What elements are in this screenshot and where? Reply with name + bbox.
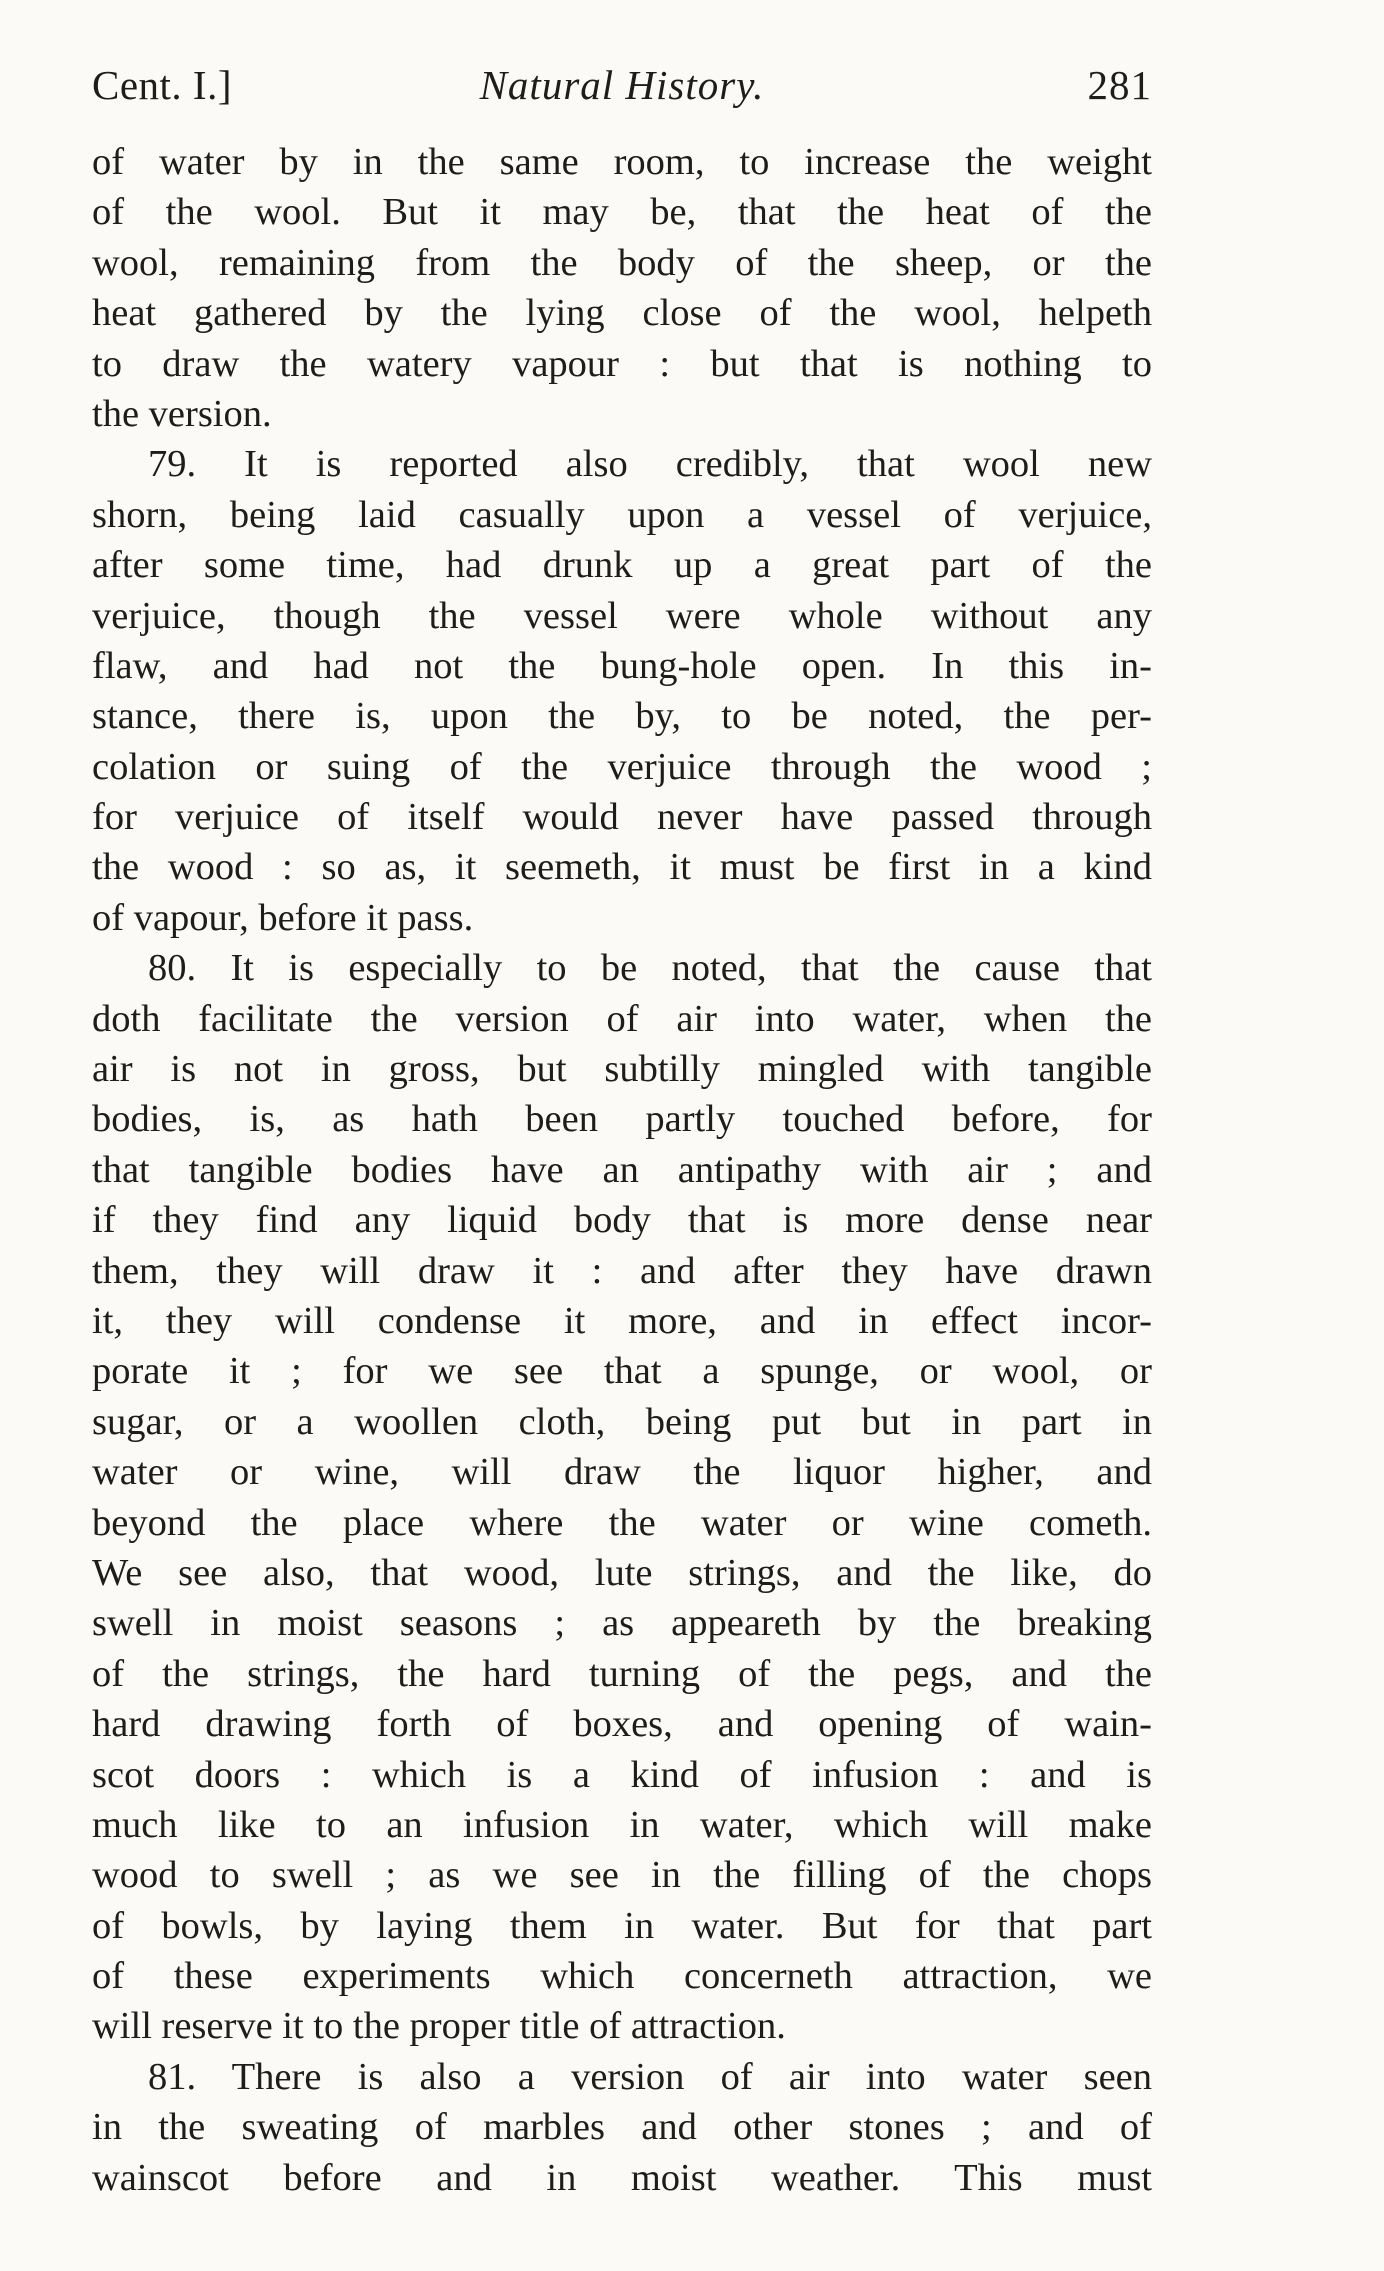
paragraph-continuation (92, 137, 1152, 439)
text-line: porate it ; for we see that a spunge, or wool, or (92, 1350, 1152, 1393)
text-line: them, they will draw it : and after they have drawn (92, 1249, 1152, 1292)
text-line: for verjuice of itself would never have passed through (92, 796, 1152, 839)
text-line: verjuice, though the vessel were whole without any (92, 594, 1152, 637)
text-line: it, they will condense it more, and in effect incor- (92, 1299, 1152, 1342)
text-line: hard drawing forth of boxes, and opening of wain- (92, 1703, 1152, 1746)
text-line: bodies, is, as hath been partly touched before, for (92, 1098, 1152, 1141)
text-line: much like to an infusion in water, which will make (92, 1803, 1152, 1846)
text-line: of water by in the same room, to increase the weight (92, 141, 1152, 183)
text-line: of these experiments which concerneth attraction, we (92, 1955, 1152, 1998)
running-head (92, 60, 1152, 110)
paragraph-79 (92, 439, 1152, 943)
text-line: to draw the watery vapour : but that is nothing to (92, 342, 1152, 385)
paragraph-80 (92, 943, 1152, 2052)
text-line: of bowls, by laying them in water. But for that part (92, 1904, 1152, 1947)
text-line: will reserve it to the proper title of attraction. (92, 2005, 786, 2048)
text-line: heat gathered by the lying close of the wool, helpeth (92, 292, 1152, 335)
text-line: water or wine, will draw the liquor higher, and (92, 1451, 1152, 1494)
text-line: of the strings, the hard turning of the pegs, and the (92, 1652, 1152, 1695)
book-title: Natural History. (479, 62, 765, 108)
text-line: of the wool. But it may be, that the heat of the (92, 191, 1152, 234)
paragraph-81 (92, 2052, 1152, 2203)
text-line: stance, there is, upon the by, to be noted, the per- (92, 695, 1152, 738)
text-line: 79. It is reported also credibly, that wool new (148, 443, 1152, 486)
text-line: after some time, had drunk up a great part of the (92, 544, 1152, 587)
text-line: flaw, and had not the bung-hole open. In this in- (92, 644, 1152, 687)
text-line: the wood : so as, it seemeth, it must be first in a kind (92, 846, 1152, 889)
text-line: that tangible bodies have an antipathy with air ; and (92, 1148, 1152, 1191)
text-line: wainscot before and in moist weather. This must (92, 2156, 1152, 2199)
chapter-marker: Cent. I.] (92, 62, 232, 108)
text-line: wool, remaining from the body of the sheep, or the (92, 241, 1152, 284)
body-text (92, 137, 1152, 2203)
text-line: swell in moist seasons ; as appeareth by the breaking (92, 1602, 1152, 1645)
text-line: in the sweating of marbles and other stones ; and of (92, 2106, 1152, 2149)
text-line: of vapour, before it pass. (92, 896, 474, 939)
text-line: shorn, being laid casually upon a vessel of verjuice, (92, 493, 1152, 536)
text-line: beyond the place where the water or wine cometh. (92, 1501, 1152, 1544)
text-line: air is not in gross, but subtilly mingled with tangible (92, 1048, 1152, 1091)
text-line: 80. It is especially to be noted, that the cause that (148, 947, 1152, 990)
text-line: We see also, that wood, lute strings, and the like, do (92, 1551, 1152, 1594)
text-line: scot doors : which is a kind of infusion : and is (92, 1753, 1152, 1796)
text-line: wood to swell ; as we see in the filling of the chops (92, 1854, 1152, 1897)
text-line: the version. (92, 392, 272, 435)
text-line: sugar, or a woollen cloth, being put but in part in (92, 1400, 1152, 1443)
text-line: 81. There is also a version of air into water seen (148, 2055, 1152, 2098)
page-number: 281 (1087, 62, 1152, 108)
text-line: if they find any liquid body that is more dense near (92, 1199, 1152, 1242)
text-line: colation or suing of the verjuice through the wood ; (92, 745, 1152, 788)
text-line: doth facilitate the version of air into water, when the (92, 997, 1152, 1040)
